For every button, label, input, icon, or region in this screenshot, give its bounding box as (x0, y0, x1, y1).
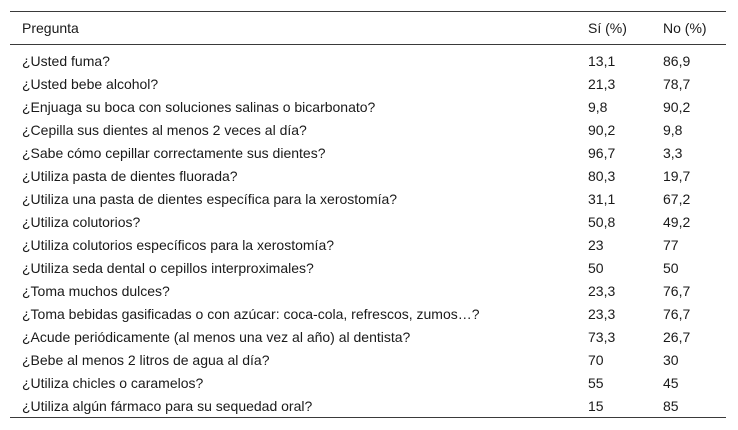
table-row (10, 118, 726, 141)
table-row (10, 394, 726, 418)
question-cell: ¿Usted fuma? (22, 52, 110, 69)
table-row (10, 187, 726, 210)
header-question: Pregunta (22, 20, 79, 36)
table-row (10, 45, 726, 73)
si-cell: 23,3 (588, 282, 616, 299)
si-cell: 50,8 (588, 213, 616, 230)
si-cell: 23,3 (588, 305, 616, 322)
question-cell: ¿Acude periódicamente (al menos una vez al año) al dentista? (22, 328, 411, 345)
table-row (10, 279, 726, 302)
table-row (10, 233, 726, 256)
no-cell: 26,7 (663, 328, 691, 345)
question-cell: ¿Cepilla sus dientes al menos 2 veces al día? (22, 121, 307, 138)
survey-table (10, 11, 726, 418)
question-cell: ¿Utiliza pasta de dientes fluorada? (22, 167, 238, 184)
no-cell: 9,8 (663, 121, 683, 138)
question-cell: ¿Utiliza colutorios específicos para la xerostomía? (22, 236, 335, 253)
table-header (10, 12, 726, 45)
si-cell: 55 (588, 374, 604, 391)
question-cell: ¿Enjuaga su boca con soluciones salinas o bicarbonato? (22, 98, 376, 115)
question-cell: ¿Utiliza seda dental o cepillos interproximales? (22, 259, 314, 276)
table-body (10, 45, 726, 418)
survey-table-container (10, 11, 726, 418)
si-cell: 21,3 (588, 75, 616, 92)
si-cell: 80,3 (588, 167, 616, 184)
si-cell: 70 (588, 351, 604, 368)
question-cell: ¿Toma bebidas gasificadas o con azúcar: coca-cola, refrescos, zumos…? (22, 305, 480, 322)
question-cell: ¿Usted bebe alcohol? (22, 75, 159, 92)
no-cell: 85 (663, 397, 679, 414)
no-cell: 90,2 (663, 98, 691, 115)
table-row (10, 141, 726, 164)
no-cell: 3,3 (663, 144, 683, 161)
header-row (10, 12, 726, 45)
si-cell: 9,8 (588, 98, 608, 115)
si-cell: 73,3 (588, 328, 616, 345)
table-row (10, 302, 726, 325)
no-cell: 49,2 (663, 213, 691, 230)
question-cell: ¿Toma muchos dulces? (22, 282, 170, 299)
no-cell: 77 (663, 236, 679, 253)
no-cell: 50 (663, 259, 679, 276)
table-row (10, 72, 726, 95)
table-row (10, 164, 726, 187)
si-cell: 23 (588, 236, 604, 253)
si-cell: 90,2 (588, 121, 616, 138)
si-cell: 50 (588, 259, 604, 276)
header-no: No (%) (663, 20, 707, 36)
si-cell: 96,7 (588, 144, 616, 161)
no-cell: 78,7 (663, 75, 691, 92)
no-cell: 76,7 (663, 282, 691, 299)
table-row (10, 371, 726, 394)
no-cell: 45 (663, 374, 679, 391)
table-row (10, 256, 726, 279)
no-cell: 67,2 (663, 190, 691, 207)
no-cell: 86,9 (663, 52, 691, 69)
question-cell: ¿Utiliza una pasta de dientes específica para la xerostomía? (22, 190, 398, 207)
no-cell: 76,7 (663, 305, 691, 322)
si-cell: 13,1 (588, 52, 616, 69)
si-cell: 15 (588, 397, 604, 414)
table-row (10, 348, 726, 371)
header-si: Sí (%) (588, 20, 627, 36)
no-cell: 19,7 (663, 167, 691, 184)
si-cell: 31,1 (588, 190, 616, 207)
question-cell: ¿Utiliza chicles o caramelos? (22, 374, 204, 391)
question-cell: ¿Sabe cómo cepillar correctamente sus dientes? (22, 144, 326, 161)
table-row (10, 95, 726, 118)
question-cell: ¿Bebe al menos 2 litros de agua al día? (22, 351, 270, 368)
question-cell: ¿Utiliza colutorios? (22, 213, 141, 230)
table-row (10, 325, 726, 348)
question-cell: ¿Utiliza algún fármaco para su sequedad oral? (22, 397, 313, 414)
no-cell: 30 (663, 351, 679, 368)
table-row (10, 210, 726, 233)
